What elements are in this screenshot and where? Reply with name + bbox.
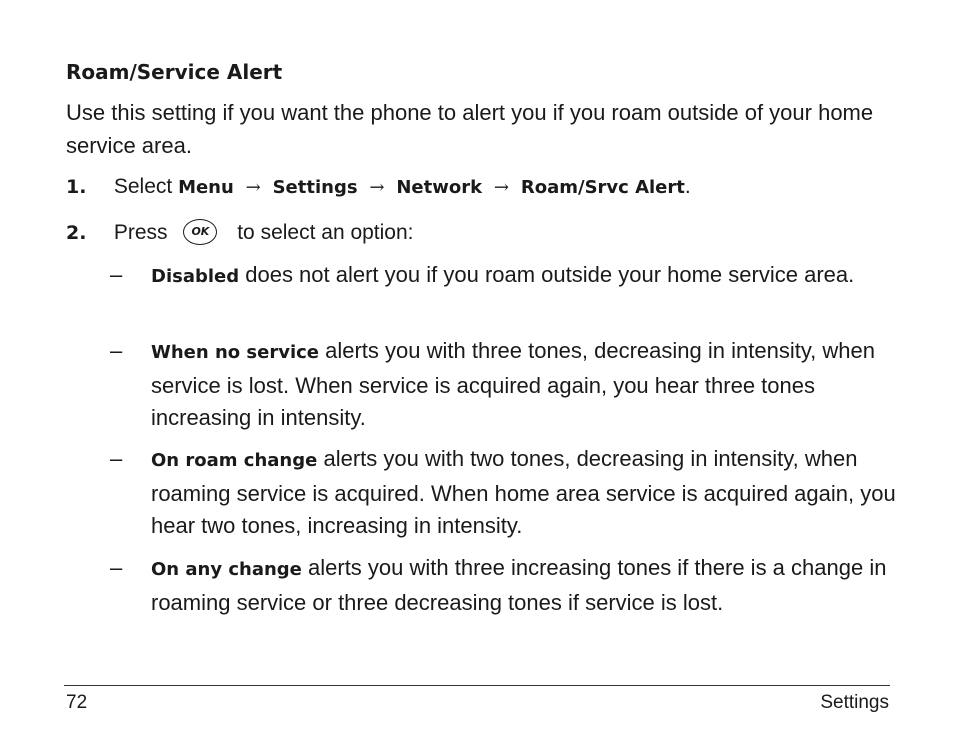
intro-paragraph: Use this setting if you want the phone to alert you if you roam outside of your home service area.	[66, 100, 874, 158]
option-term: Disabled	[151, 266, 240, 287]
menu-path-network: Network	[396, 177, 483, 198]
step-suffix: to select an option:	[237, 221, 414, 244]
footer-divider	[64, 685, 890, 686]
option-description: alerts you with three increasing tones if there is a change in roaming service or three decreasing tones if service is lost.	[151, 555, 887, 615]
option-description: alerts you with two tones, decreasing in intensity, when roaming service is acquired. When home area service is acquired again, you hear two tones, increasing in intensity.	[151, 446, 896, 538]
arrow-icon: →	[369, 177, 385, 198]
arrow-icon: →	[245, 177, 261, 198]
menu-path-roam-srvc-alert: Roam/Srvc Alert	[520, 177, 685, 198]
option-term: On roam change	[151, 450, 318, 471]
arrow-icon: →	[493, 177, 510, 198]
option-description: alerts you with three tones, decreasing in intensity, when service is lost. When service is acquired again, you hear three tones increasing in intensity.	[151, 338, 876, 430]
section-name: Settings	[820, 692, 889, 713]
dash-bullet: –	[110, 446, 123, 471]
option-item	[110, 443, 900, 543]
option-description: does not alert you if you roam outside your home service area.	[239, 262, 855, 287]
dash-bullet: –	[110, 338, 123, 363]
step-number: 1.	[66, 176, 87, 198]
step-1	[66, 175, 691, 199]
step-prefix: Select	[113, 175, 173, 198]
step-2	[66, 219, 414, 245]
step-number: 2.	[66, 222, 87, 244]
dash-bullet: –	[110, 262, 123, 287]
option-item	[110, 259, 900, 294]
option-term: When no service	[151, 342, 319, 363]
option-item	[110, 335, 900, 435]
step-prefix: Press	[113, 221, 168, 244]
section-heading: Roam/Service Alert	[66, 60, 283, 84]
dash-bullet: –	[110, 555, 123, 580]
step-suffix: .	[684, 175, 691, 198]
menu-path-menu: Menu	[178, 177, 234, 198]
option-term: On any change	[151, 559, 302, 580]
ok-key-icon: OK	[183, 219, 217, 245]
menu-path-settings: Settings	[272, 177, 358, 198]
page-number: 72	[66, 692, 88, 713]
option-item	[110, 552, 900, 619]
